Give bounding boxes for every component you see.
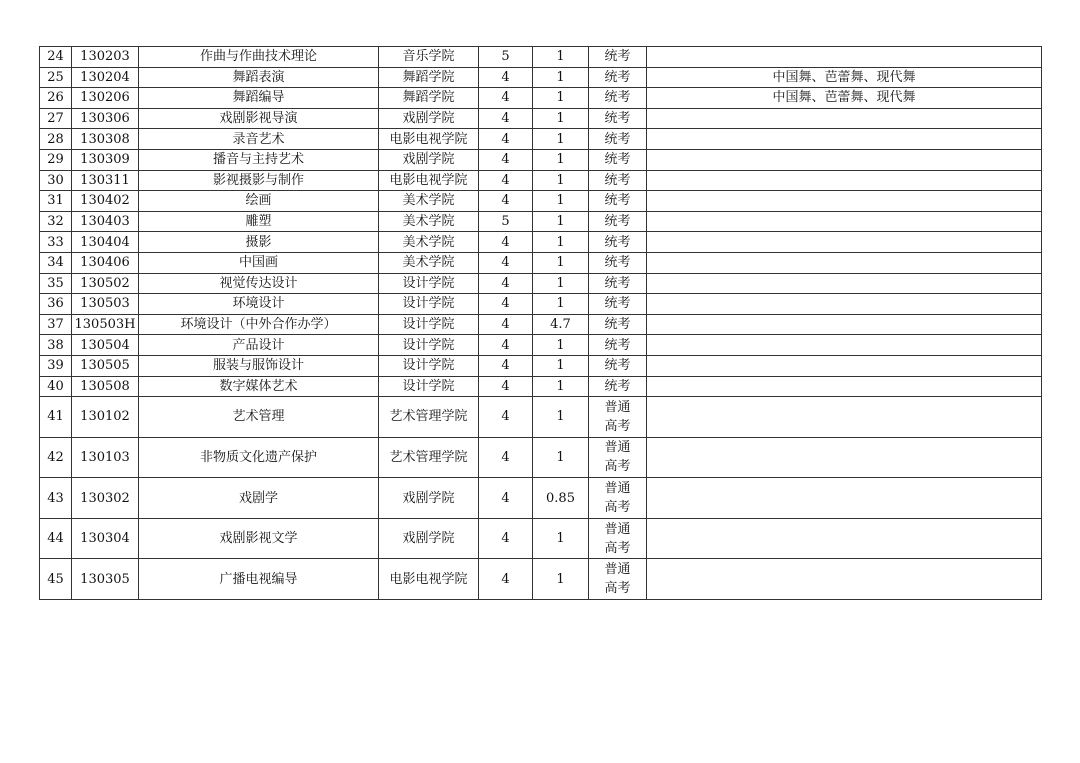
major-code-cell: 130505 [72, 355, 139, 376]
row-number-cell: 25 [40, 67, 72, 88]
notes-cell [647, 437, 1042, 478]
exam-type-cell [589, 376, 647, 397]
years-cell: 4 [479, 559, 533, 600]
years-cell: 4 [479, 314, 533, 335]
coefficient-cell: 1 [533, 129, 589, 150]
table-row [40, 108, 1042, 129]
exam-type-cell [589, 252, 647, 273]
row-number-cell: 37 [40, 314, 72, 335]
exam-type-cell [589, 47, 647, 68]
notes-cell: 中国舞、芭蕾舞、现代舞 [647, 67, 1042, 88]
row-number-cell: 45 [40, 559, 72, 600]
exam-type-cell [589, 191, 647, 212]
exam-type-line: 普通 [604, 399, 631, 415]
college-cell: 舞蹈学院 [379, 88, 479, 109]
exam-type-cell [589, 397, 647, 438]
major-name-cell: 非物质文化遗产保护 [139, 437, 379, 478]
table-row [40, 355, 1042, 376]
major-name-cell: 播音与主持艺术 [139, 149, 379, 170]
table-row [40, 518, 1042, 559]
table-row [40, 252, 1042, 273]
college-cell: 设计学院 [379, 314, 479, 335]
major-code-cell: 130304 [72, 518, 139, 559]
major-name-cell: 艺术管理 [139, 397, 379, 438]
major-name-cell: 中国画 [139, 252, 379, 273]
table-row [40, 273, 1042, 294]
years-cell: 5 [479, 211, 533, 232]
exam-type-line: 统考 [604, 152, 631, 168]
row-number-cell: 30 [40, 170, 72, 191]
exam-type-line: 统考 [604, 172, 631, 188]
exam-type-line: 统考 [604, 275, 631, 291]
table-row [40, 88, 1042, 109]
college-cell: 美术学院 [379, 211, 479, 232]
row-number-cell: 29 [40, 149, 72, 170]
exam-type-cell [589, 88, 647, 109]
notes-cell [647, 108, 1042, 129]
years-cell: 4 [479, 191, 533, 212]
row-number-cell: 34 [40, 252, 72, 273]
years-cell: 4 [479, 397, 533, 438]
years-cell: 4 [479, 437, 533, 478]
coefficient-cell: 1 [533, 88, 589, 109]
college-cell: 美术学院 [379, 252, 479, 273]
exam-type-line: 普通 [604, 440, 631, 456]
years-cell: 4 [479, 376, 533, 397]
exam-type-cell [589, 437, 647, 478]
exam-type-line: 普通 [604, 481, 631, 497]
majors-table [39, 46, 1042, 600]
notes-cell [647, 294, 1042, 315]
row-number-cell: 42 [40, 437, 72, 478]
major-name-cell: 环境设计 [139, 294, 379, 315]
notes-cell [647, 478, 1042, 519]
major-name-cell: 产品设计 [139, 335, 379, 356]
notes-cell [647, 149, 1042, 170]
major-code-cell: 130305 [72, 559, 139, 600]
notes-cell [647, 335, 1042, 356]
table-row [40, 314, 1042, 335]
coefficient-cell: 1 [533, 294, 589, 315]
exam-type-cell [589, 149, 647, 170]
notes-cell [647, 170, 1042, 191]
coefficient-cell: 1 [533, 273, 589, 294]
notes-cell [647, 355, 1042, 376]
college-cell: 美术学院 [379, 191, 479, 212]
major-name-cell: 作曲与作曲技术理论 [139, 47, 379, 68]
major-name-cell: 服装与服饰设计 [139, 355, 379, 376]
college-cell: 戏剧学院 [379, 478, 479, 519]
coefficient-cell: 1 [533, 170, 589, 191]
exam-type-cell [589, 335, 647, 356]
major-name-cell: 数字媒体艺术 [139, 376, 379, 397]
exam-type-line: 统考 [604, 49, 631, 65]
majors-table-body [40, 47, 1042, 600]
major-code-cell: 130403 [72, 211, 139, 232]
exam-type-line: 普通 [604, 562, 631, 578]
exam-type-line: 统考 [604, 69, 631, 85]
college-cell: 美术学院 [379, 232, 479, 253]
notes-cell [647, 518, 1042, 559]
major-code-cell: 130103 [72, 437, 139, 478]
row-number-cell: 43 [40, 478, 72, 519]
major-name-cell: 绘画 [139, 191, 379, 212]
exam-type-line: 高考 [604, 581, 631, 597]
major-name-cell: 舞蹈表演 [139, 67, 379, 88]
major-name-cell: 录音艺术 [139, 129, 379, 150]
exam-type-cell [589, 314, 647, 335]
coefficient-cell: 1 [533, 232, 589, 253]
exam-type-line: 统考 [604, 296, 631, 312]
major-name-cell: 影视摄影与制作 [139, 170, 379, 191]
row-number-cell: 36 [40, 294, 72, 315]
major-code-cell: 130102 [72, 397, 139, 438]
coefficient-cell: 1 [533, 437, 589, 478]
notes-cell [647, 191, 1042, 212]
exam-type-cell [589, 211, 647, 232]
table-row [40, 232, 1042, 253]
table-row [40, 478, 1042, 519]
exam-type-line: 统考 [604, 111, 631, 127]
exam-type-line: 统考 [604, 378, 631, 394]
major-name-cell: 环境设计（中外合作办学） [139, 314, 379, 335]
row-number-cell: 28 [40, 129, 72, 150]
row-number-cell: 44 [40, 518, 72, 559]
row-number-cell: 35 [40, 273, 72, 294]
notes-cell [647, 47, 1042, 68]
years-cell: 4 [479, 478, 533, 519]
coefficient-cell: 4.7 [533, 314, 589, 335]
exam-type-line: 统考 [604, 255, 631, 271]
major-code-cell: 130302 [72, 478, 139, 519]
coefficient-cell: 1 [533, 559, 589, 600]
table-row [40, 47, 1042, 68]
coefficient-cell: 1 [533, 67, 589, 88]
exam-type-line: 统考 [604, 358, 631, 374]
exam-type-line: 统考 [604, 90, 631, 106]
coefficient-cell: 1 [533, 376, 589, 397]
years-cell: 4 [479, 252, 533, 273]
major-code-cell: 130206 [72, 88, 139, 109]
coefficient-cell: 1 [533, 47, 589, 68]
table-row [40, 376, 1042, 397]
years-cell: 5 [479, 47, 533, 68]
exam-type-line: 高考 [604, 540, 631, 556]
college-cell: 设计学院 [379, 335, 479, 356]
major-name-cell: 雕塑 [139, 211, 379, 232]
row-number-cell: 33 [40, 232, 72, 253]
years-cell: 4 [479, 273, 533, 294]
coefficient-cell: 1 [533, 252, 589, 273]
row-number-cell: 26 [40, 88, 72, 109]
college-cell: 音乐学院 [379, 47, 479, 68]
coefficient-cell: 1 [533, 355, 589, 376]
coefficient-cell: 1 [533, 518, 589, 559]
major-code-cell: 130503H [72, 314, 139, 335]
notes-cell [647, 252, 1042, 273]
coefficient-cell: 1 [533, 397, 589, 438]
major-name-cell: 广播电视编导 [139, 559, 379, 600]
major-code-cell: 130203 [72, 47, 139, 68]
exam-type-cell [589, 294, 647, 315]
table-row [40, 294, 1042, 315]
major-name-cell: 戏剧影视导演 [139, 108, 379, 129]
college-cell: 戏剧学院 [379, 518, 479, 559]
exam-type-cell [589, 478, 647, 519]
notes-cell [647, 376, 1042, 397]
major-name-cell: 舞蹈编导 [139, 88, 379, 109]
exam-type-line: 统考 [604, 337, 631, 353]
years-cell: 4 [479, 355, 533, 376]
exam-type-line: 统考 [604, 234, 631, 250]
coefficient-cell: 1 [533, 108, 589, 129]
college-cell: 设计学院 [379, 273, 479, 294]
major-code-cell: 130406 [72, 252, 139, 273]
coefficient-cell: 1 [533, 191, 589, 212]
table-row [40, 149, 1042, 170]
table-row [40, 335, 1042, 356]
table-row [40, 211, 1042, 232]
college-cell: 戏剧学院 [379, 149, 479, 170]
major-code-cell: 130508 [72, 376, 139, 397]
notes-cell [647, 232, 1042, 253]
college-cell: 电影电视学院 [379, 170, 479, 191]
major-name-cell: 戏剧学 [139, 478, 379, 519]
major-code-cell: 130306 [72, 108, 139, 129]
row-number-cell: 27 [40, 108, 72, 129]
notes-cell [647, 397, 1042, 438]
years-cell: 4 [479, 149, 533, 170]
college-cell: 艺术管理学院 [379, 397, 479, 438]
notes-cell [647, 273, 1042, 294]
college-cell: 设计学院 [379, 376, 479, 397]
exam-type-line: 高考 [604, 418, 631, 434]
major-code-cell: 130309 [72, 149, 139, 170]
exam-type-line: 高考 [604, 459, 631, 475]
row-number-cell: 41 [40, 397, 72, 438]
table-row [40, 437, 1042, 478]
major-code-cell: 130504 [72, 335, 139, 356]
major-code-cell: 130308 [72, 129, 139, 150]
major-name-cell: 戏剧影视文学 [139, 518, 379, 559]
major-name-cell: 视觉传达设计 [139, 273, 379, 294]
notes-cell: 中国舞、芭蕾舞、现代舞 [647, 88, 1042, 109]
exam-type-line: 统考 [604, 214, 631, 230]
college-cell: 艺术管理学院 [379, 437, 479, 478]
row-number-cell: 31 [40, 191, 72, 212]
exam-type-line: 统考 [604, 193, 631, 209]
exam-type-cell [589, 170, 647, 191]
exam-type-line: 统考 [604, 131, 631, 147]
years-cell: 4 [479, 88, 533, 109]
college-cell: 电影电视学院 [379, 129, 479, 150]
exam-type-cell [589, 129, 647, 150]
years-cell: 4 [479, 232, 533, 253]
coefficient-cell: 1 [533, 149, 589, 170]
major-code-cell: 130402 [72, 191, 139, 212]
years-cell: 4 [479, 108, 533, 129]
table-row [40, 559, 1042, 600]
table-row [40, 170, 1042, 191]
years-cell: 4 [479, 67, 533, 88]
exam-type-line: 统考 [604, 317, 631, 333]
major-name-cell: 摄影 [139, 232, 379, 253]
table-row [40, 67, 1042, 88]
college-cell: 舞蹈学院 [379, 67, 479, 88]
college-cell: 设计学院 [379, 294, 479, 315]
years-cell: 4 [479, 518, 533, 559]
notes-cell [647, 559, 1042, 600]
row-number-cell: 38 [40, 335, 72, 356]
years-cell: 4 [479, 170, 533, 191]
exam-type-line: 高考 [604, 500, 631, 516]
college-cell: 设计学院 [379, 355, 479, 376]
notes-cell [647, 211, 1042, 232]
college-cell: 电影电视学院 [379, 559, 479, 600]
coefficient-cell: 1 [533, 335, 589, 356]
exam-type-cell [589, 273, 647, 294]
years-cell: 4 [479, 129, 533, 150]
row-number-cell: 39 [40, 355, 72, 376]
exam-type-cell [589, 67, 647, 88]
college-cell: 戏剧学院 [379, 108, 479, 129]
exam-type-cell [589, 518, 647, 559]
row-number-cell: 40 [40, 376, 72, 397]
major-code-cell: 130311 [72, 170, 139, 191]
exam-type-cell [589, 232, 647, 253]
table-row [40, 129, 1042, 150]
exam-type-cell [589, 355, 647, 376]
exam-type-cell [589, 559, 647, 600]
major-code-cell: 130404 [72, 232, 139, 253]
years-cell: 4 [479, 335, 533, 356]
row-number-cell: 32 [40, 211, 72, 232]
table-row [40, 191, 1042, 212]
major-code-cell: 130503 [72, 294, 139, 315]
years-cell: 4 [479, 294, 533, 315]
exam-type-line: 普通 [604, 521, 631, 537]
notes-cell [647, 314, 1042, 335]
coefficient-cell: 0.85 [533, 478, 589, 519]
notes-cell [647, 129, 1042, 150]
major-code-cell: 130502 [72, 273, 139, 294]
coefficient-cell: 1 [533, 211, 589, 232]
table-row [40, 397, 1042, 438]
major-code-cell: 130204 [72, 67, 139, 88]
row-number-cell: 24 [40, 47, 72, 68]
exam-type-cell [589, 108, 647, 129]
